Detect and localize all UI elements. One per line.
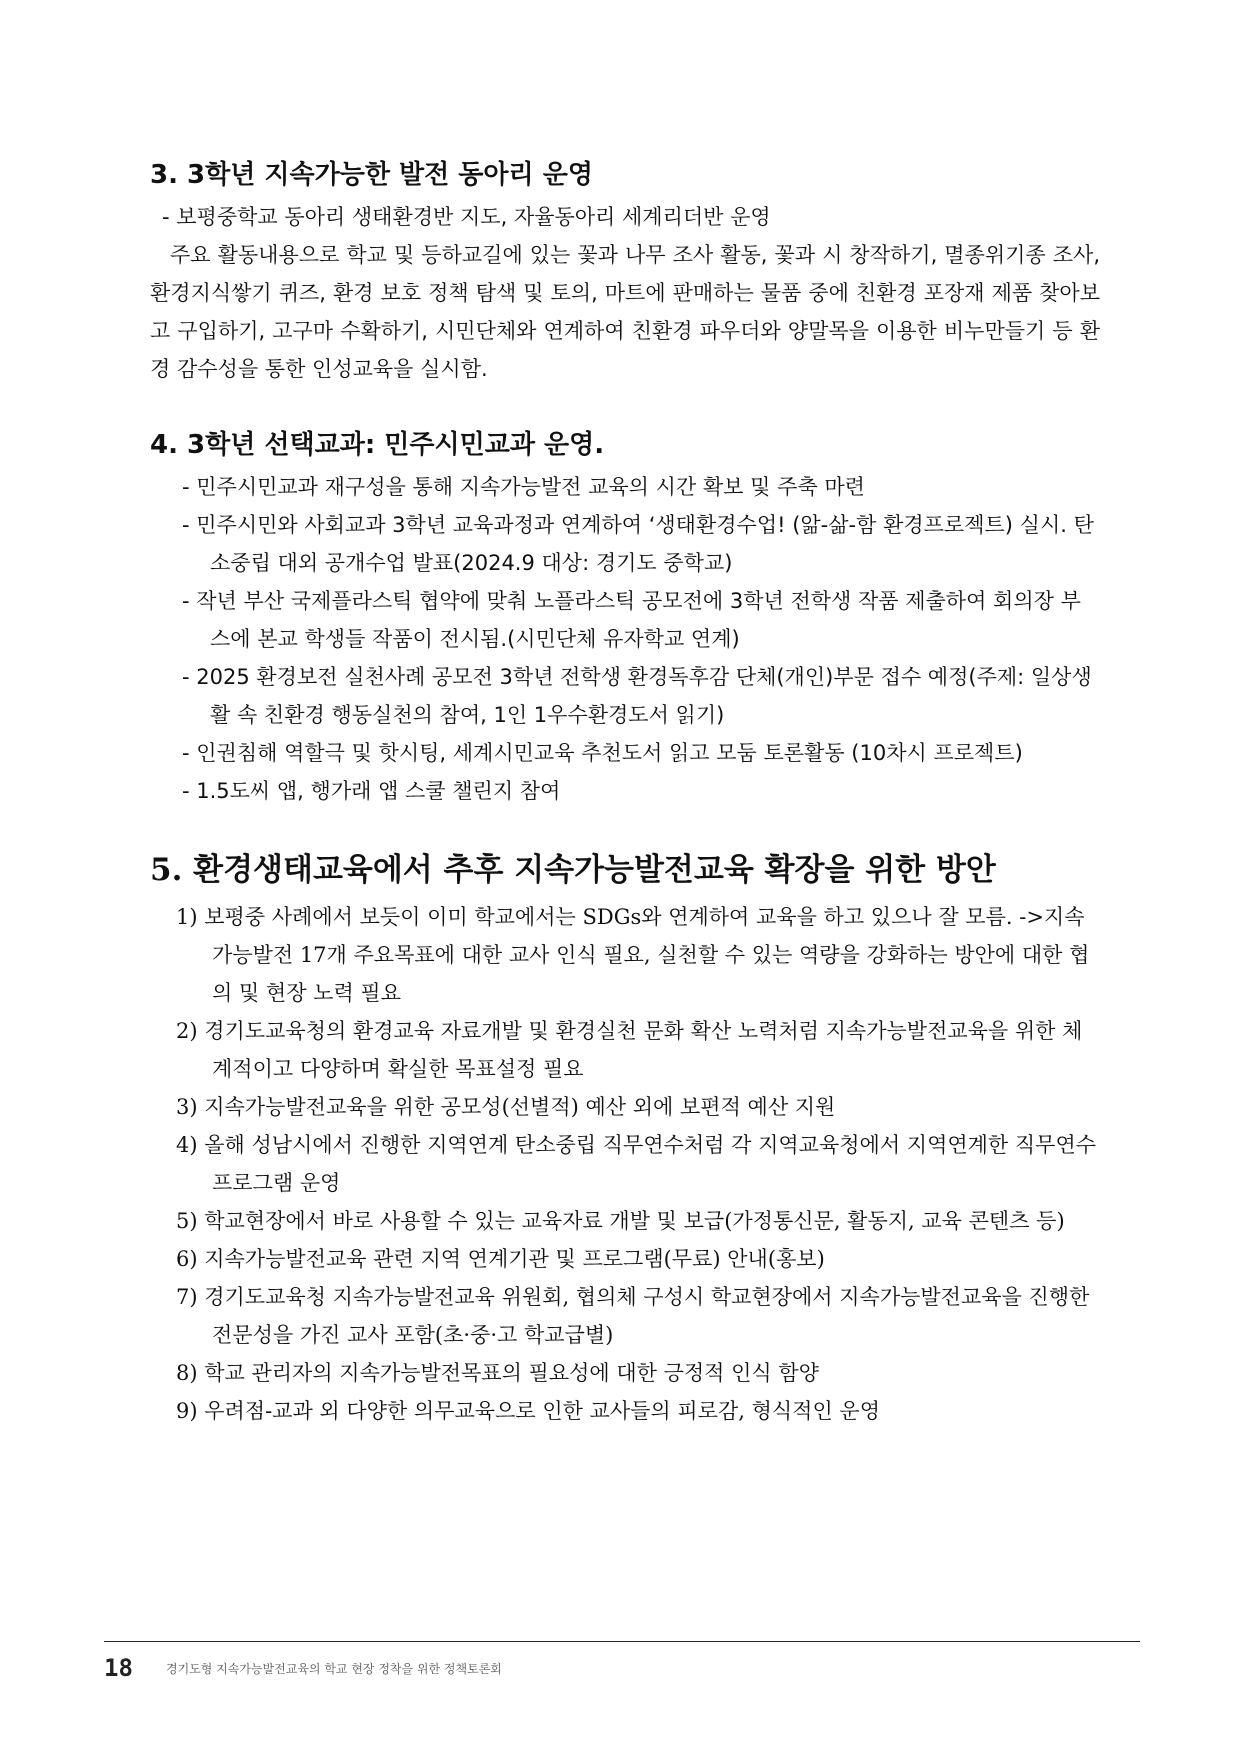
page-number: 18: [104, 1654, 133, 1682]
list-item: 3) 지속가능발전교육을 위한 공모성(선별적) 예산 외에 보편적 예산 지원: [176, 1095, 836, 1119]
list-item: 4) 올해 성남시에서 진행한 지역연계 탄소중립 직무연수처럼 각 지역교육청에서 지역연계한 직무연수 프로그램 운영: [176, 1133, 1097, 1195]
list-item: 9) 우려점-교과 외 다양한 의무교육으로 인한 교사들의 피로감, 형식적인 운영: [176, 1399, 880, 1423]
section-3-heading: 3. 3학년 지속가능한 발전 동아리 운영: [150, 160, 593, 190]
list-item: 7) 경기도교육청 지속가능발전교육 위원회, 협의체 구성시 학교현장에서 지속가능발전교육을 진행한 전문성을 가진 교사 포함(초·중·고 학교급별): [176, 1285, 1090, 1347]
document-body: [150, 158, 1100, 1430]
section-5-heading: 5. 환경생태교육에서 추후 지속가능발전교육 확장을 위한 방안: [150, 852, 996, 888]
section-4-list: [150, 468, 1100, 810]
list-item: - 민주시민와 사회교과 3학년 교육과정과 연계하여 ‘생태환경수업! (앎-삶-함 환경프로젝트) 실시. 탄소중립 대외 공개수업 발표(2024.9 대상: 경기도 중학교): [182, 513, 1094, 575]
list-item: 8) 학교 관리자의 지속가능발전목표의 필요성에 대한 긍정적 인식 함양: [176, 1361, 819, 1385]
list-item: 6) 지속가능발전교육 관련 지역 연계기관 및 프로그램(무료) 안내(홍보): [176, 1247, 825, 1271]
list-item: 5) 학교현장에서 바로 사용할 수 있는 교육자료 개발 및 보급(가정통신문, 활동지, 교육 콘텐츠 등): [176, 1209, 1065, 1233]
list-item: 1) 보평중 사례에서 보듯이 이미 학교에서는 SDGs와 연계하여 교육을 하고 있으나 잘 모름. ->지속가능발전 17개 주요목표에 대한 교사 인식 필요, 실천할 수 있는 역량을 강화하는 방안에 대한 협의 및 현장 노력 필요: [176, 905, 1090, 1005]
section-3-body: 주요 활동내용으로 학교 및 등하교길에 있는 꽃과 나무 조사 활동, 꽃과 시 창작하기, 멸종위기종 조사, 환경지식쌓기 퀴즈, 환경 보호 정책 탐색 및 토의, 마트에 판매하는 물품 중에 친환경 포장재 제품 찾아보고 구입하기, 고구마 수확하기, 시민단체와 연계하여 친환경 파우더와 양말목을 이용한 비누만들기 등 환경 감수성을 통한 인성교육을 실시함.: [150, 243, 1100, 381]
footer-divider: [104, 1641, 1140, 1642]
section-5-list: [176, 898, 1100, 1430]
list-item: - 작년 부산 국제플라스틱 협약에 맞춰 노플라스틱 공모전에 3학년 전학생 작품 제출하여 회의장 부스에 본교 학생들 작품이 전시됨.(시민단체 유자학교 연계): [182, 589, 1081, 651]
list-item: - 인권침해 역할극 및 핫시팅, 세계시민교육 추천도서 읽고 모둠 토론활동 (10차시 프로젝트): [182, 741, 1023, 765]
footer-title: 경기도형 지속가능발전교육의 학교 현장 정착을 위한 정책토론회: [166, 1662, 502, 1676]
section-4-heading: 4. 3학년 선택교과: 민주시민교과 운영.: [150, 430, 605, 460]
list-item: 2) 경기도교육청의 환경교육 자료개발 및 환경실천 문화 확산 노력처럼 지속가능발전교육을 위한 체계적이고 다양하며 확실한 목표설정 필요: [176, 1019, 1083, 1081]
list-item: - 2025 환경보전 실천사례 공모전 3학년 전학생 환경독후감 단체(개인)부문 접수 예정(주제: 일상생활 속 친환경 행동실천의 참여, 1인 1우수환경도서 읽기): [182, 665, 1092, 727]
section-3-subline: - 보평중학교 동아리 생태환경반 지도, 자율동아리 세계리더반 운영: [162, 205, 771, 229]
list-item: - 1.5도씨 앱, 행가래 앱 스쿨 챌린지 참여: [182, 779, 561, 803]
list-item: - 민주시민교과 재구성을 통해 지속가능발전 교육의 시간 확보 및 주축 마련: [182, 475, 865, 499]
